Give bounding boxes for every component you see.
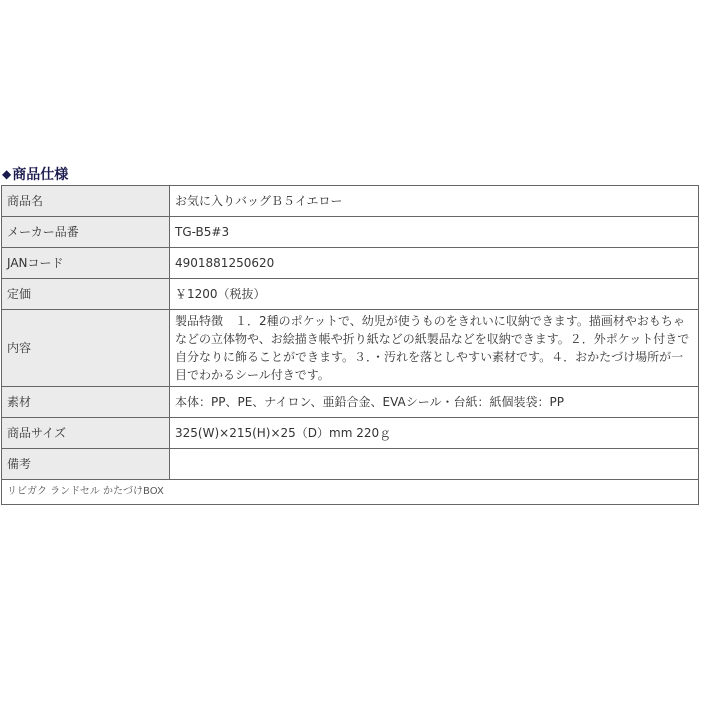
product-spec-section [0,164,700,505]
section-title: 商品仕様 [12,167,69,183]
footer-text: リビガク ランドセル かたづけBOX [2,480,699,505]
row-label-jan-code: JANコード [2,248,170,279]
row-value-contents: 製品特徴 １．2種のポケットで、幼児が使うものをきれいに収納できます。描画材やおもちゃなどの立体物や、お絵描き帳や折り紙などの紙製品などを収納できます。２．外ポケット付きで自分なりに飾ることができます。３．・汚れを落としやすい素材です。４．おかたづけ場所が一目でわかるシール付きです。 [170,310,699,387]
row-value-product-name: お気に入りバッグＢ５イエロー [170,186,699,217]
row-value-product-size: 325(W)×215(H)×25（D）mm 220ｇ [170,418,699,449]
table-row [2,449,699,480]
row-value-material: 本体：PP、PE、ナイロン、亜鉛合金、EVAシール・台紙：紙個装袋：PP [170,387,699,418]
row-label-product-name: 商品名 [2,186,170,217]
row-label-list-price: 定価 [2,279,170,310]
table-row [2,279,699,310]
row-label-remarks: 備考 [2,449,170,480]
table-row [2,186,699,217]
table-row [2,310,699,387]
row-value-maker-code: TG-B5#3 [170,217,699,248]
table-footer-row [2,480,699,505]
row-label-product-size: 商品サイズ [2,418,170,449]
row-value-remarks [170,449,699,480]
table-row [2,418,699,449]
table-row [2,248,699,279]
row-value-list-price: ￥1200（税抜） [170,279,699,310]
row-label-material: 素材 [2,387,170,418]
table-row [2,217,699,248]
row-label-contents: 内容 [2,310,170,387]
table-row [2,387,699,418]
row-value-jan-code: 4901881250620 [170,248,699,279]
diamond-bullet-icon: ◆ [2,167,12,181]
section-heading [0,164,700,184]
spec-table [1,185,699,505]
row-label-maker-code: メーカー品番 [2,217,170,248]
